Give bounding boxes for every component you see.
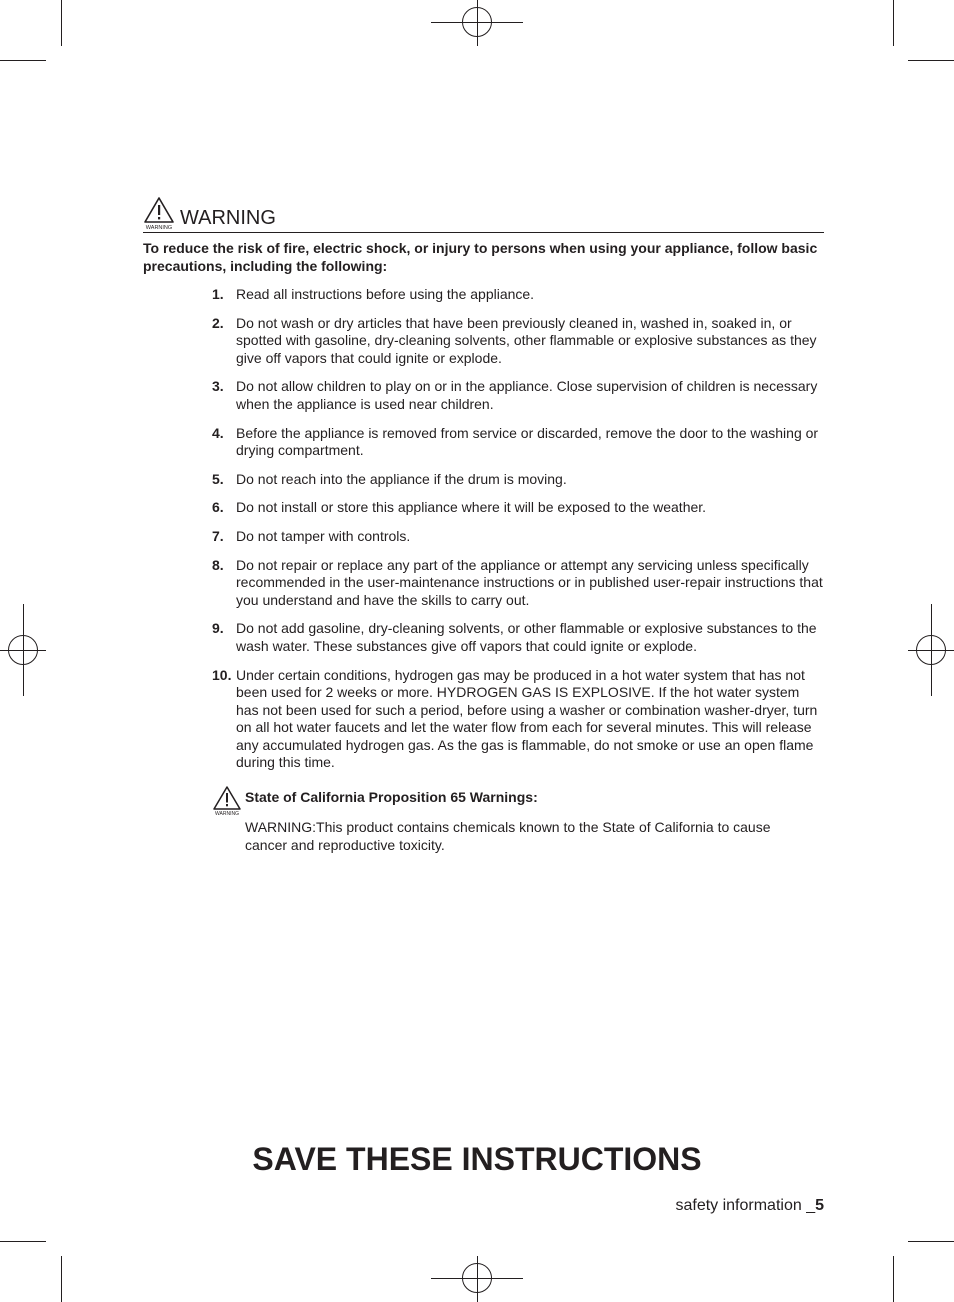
list-item-number: 8. [212,556,224,573]
list-item [212,378,824,413]
warning-intro: To reduce the risk of fire, electric shock, or injury to persons when using your appliance, follow basic precautions, including the following: [143,240,818,274]
prop65-icon-caption: WARNING [215,811,239,817]
warning-triangle-icon [212,785,242,817]
list-item-text: Do not reach into the appliance if the drum is moving. [236,470,567,487]
crop-mark [61,1256,62,1302]
crop-mark [908,60,954,61]
crop-mark [61,0,62,46]
warning-triangle-icon [143,196,175,230]
save-instructions-heading: SAVE THESE INSTRUCTIONS [252,1141,702,1177]
crop-mark [0,1241,46,1242]
instruction-list [212,286,824,783]
list-item [212,425,824,460]
list-item-text: Read all instructions before using the appliance. [236,286,535,302]
list-item-number: 6. [212,499,224,516]
page-number: 5 [815,1197,824,1214]
registration-circle [462,7,492,37]
list-item-text: Do not wash or dry articles that have been previously cleaned in, washed in, soaked in, or spotted with gasoline, dry-cleaning solvents, other flammable or explosive substances as they give off vapors that could ignite or explode. [236,314,817,366]
list-item-number: 5. [212,470,224,487]
warning-icon-caption: WARNING [145,225,173,230]
prop65-title: State of California Proposition 65 Warnings: [245,789,538,805]
list-item [212,499,824,517]
page-footer [675,1196,824,1216]
list-item [212,557,824,610]
footer-section: safety information _ [675,1197,816,1214]
list-item [212,286,824,304]
warning-title: WARNING [180,207,276,229]
list-item [212,620,824,655]
list-item-number: 3. [212,378,224,395]
list-item-number: 1. [212,286,224,302]
list-item-number: 9. [212,620,224,637]
list-item-text: Do not add gasoline, dry-cleaning solvents, or other flammable or explosive substances to the wash water. These substances give off vapors that could ignite or explode. [236,620,817,654]
list-item-text: Under certain conditions, hydrogen gas may be produced in a hot water system that has not been used for 2 weeks or more. HYDROGEN GAS IS EXPLOSIVE. If the hot water system has not been used for such a period, before using a washer or combination washer-dryer, turn on all hot water faucets and let the water flow from each for several minutes. This will release any accumulated hydrogen gas. As the gas is flammable, do not smoke or use an open flame during this time. [236,666,818,771]
crop-mark [908,1241,954,1242]
list-item [212,315,824,368]
list-item [212,471,824,489]
list-item [212,528,824,546]
prop65-text: WARNING:This product contains chemicals known to the State of California to cause cancer and reproductive toxicity. [245,819,771,853]
list-item-text: Do not tamper with controls. [236,527,411,544]
list-item-text: Do not repair or replace any part of the appliance or attempt any servicing unless specifically recommended in the user-maintenance instructions or in published user-repair instructions that you understand and have the skills to carry out. [236,556,823,608]
list-item-number: 2. [212,314,224,331]
list-item-number: 10. [212,666,232,683]
registration-circle [462,1263,492,1293]
list-item-number: 7. [212,527,224,544]
crop-mark [893,1256,894,1302]
list-item-number: 4. [212,424,224,441]
crop-mark [0,60,46,61]
crop-mark [893,0,894,46]
list-item-text: Do not allow children to play on or in the appliance. Close supervision of children is necessary when the appliance is used near children. [236,378,818,412]
warning-header [143,196,824,233]
list-item [212,667,824,773]
registration-circle [916,635,946,665]
list-item-text: Do not install or store this appliance where it will be exposed to the weather. [236,499,707,516]
registration-circle [8,635,38,665]
list-item-text: Before the appliance is removed from service or discarded, remove the door to the washing or drying compartment. [236,424,819,459]
